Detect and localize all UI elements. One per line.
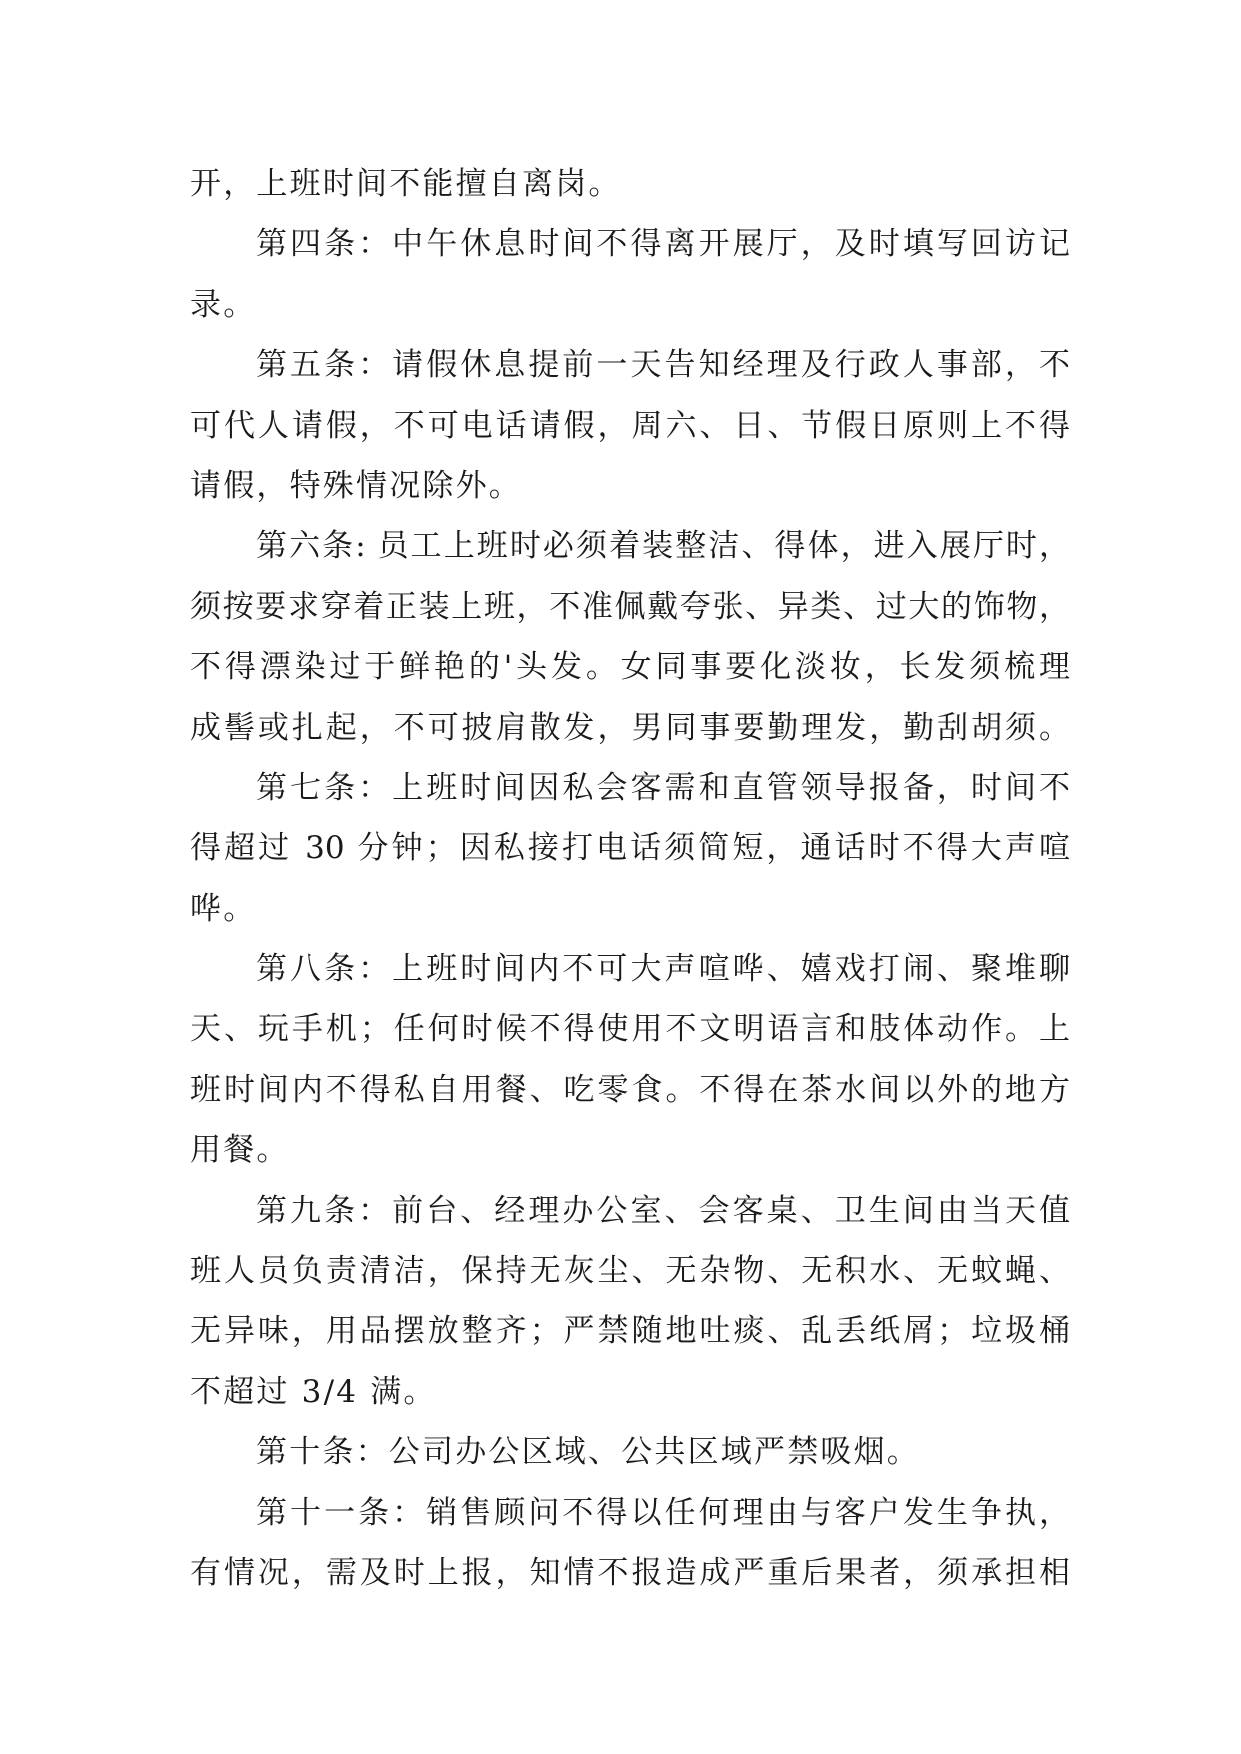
text-line: 第十一条：销售顾问不得以任何理由与客户发生争执， bbox=[256, 1494, 1070, 1531]
text-line: 第十条：公司办公区域、公共区域严禁吸烟。 bbox=[256, 1434, 920, 1471]
text-line: 有情况，需及时上报，知情不报造成严重后果者，须承担相 bbox=[190, 1554, 1070, 1591]
text-line: 第六条: 员工上班时必须着装整洁、得体，进入展厅时， bbox=[256, 528, 1070, 565]
text-line: 第七条：上班时间因私会客需和直管领导报备，时间不 bbox=[256, 769, 1070, 806]
text-line: 第九条：前台、经理办公室、会客桌、卫生间由当天值 bbox=[256, 1192, 1070, 1229]
text-line: 哗。 bbox=[190, 890, 257, 927]
text-line: 不超过 3/4 满。 bbox=[190, 1373, 437, 1410]
text-line: 第八条：上班时间内不可大声喧哗、嬉戏打闹、聚堆聊 bbox=[256, 951, 1070, 988]
text-line: 班时间内不得私自用餐、吃零食。不得在茶水间以外的地方 bbox=[190, 1071, 1070, 1108]
text-line: 可代人请假，不可电话请假，周六、日、节假日原则上不得 bbox=[190, 407, 1070, 444]
text-line: 不得漂染过于鲜艳的'头发。女同事要化淡妆，长发须梳理 bbox=[190, 649, 1070, 686]
text-line: 天、玩手机；任何时候不得使用不文明语言和肢体动作。上 bbox=[190, 1011, 1070, 1048]
text-line: 班人员负责清洁，保持无灰尘、无杂物、无积水、无蚊蝇、 bbox=[190, 1253, 1070, 1290]
document-body bbox=[190, 154, 1070, 1603]
text-line: 开，上班时间不能擅自离岗。 bbox=[190, 166, 622, 202]
text-line: 无异味，用品摆放整齐；严禁随地吐痰、乱丢纸屑；垃圾桶 bbox=[190, 1313, 1070, 1350]
text-line: 用餐。 bbox=[190, 1132, 290, 1169]
text-line: 成髻或扎起，不可披肩散发，男同事要勤理发，勤刮胡须。 bbox=[190, 709, 1070, 746]
text-line: 第四条：中午休息时间不得离开展厅，及时填写回访记 bbox=[256, 226, 1070, 263]
text-line: 录。 bbox=[190, 286, 257, 323]
text-line: 须按要求穿着正装上班，不准佩戴夸张、异类、过大的饰物， bbox=[190, 588, 1070, 625]
text-line: 第五条：请假休息提前一天告知经理及行政人事部，不 bbox=[256, 347, 1070, 384]
text-line: 得超过 30 分钟；因私接打电话须简短，通话时不得大声喧 bbox=[190, 830, 1070, 867]
text-line: 请假，特殊情况除外。 bbox=[190, 467, 522, 504]
